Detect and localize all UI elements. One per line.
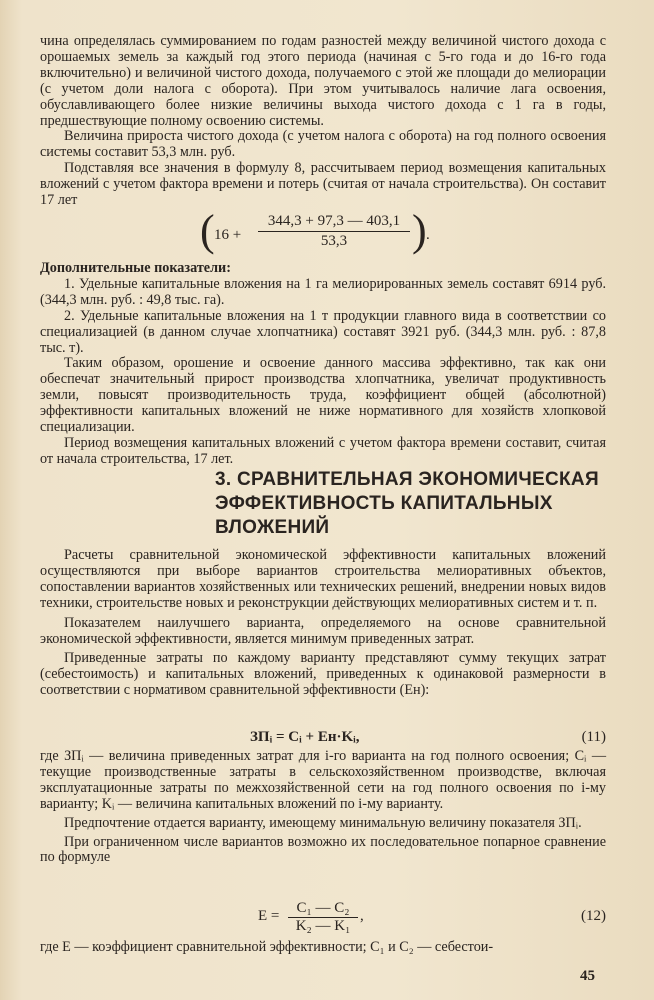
paragraph-period-summary: Период возмещения капитальных вложений с учетом фактора времени составит, считая от начала строительства, 17 лет. xyxy=(40,434,606,467)
section-title xyxy=(215,468,599,540)
section-paragraph-3: Приведенные затраты по каждому варианту представляют сумму текущих затрат (себестоимость) и капитальных вложений, приведенных к одинаковой размерности в соответствии с нормативом сравнительной эффективности (Eн): xyxy=(40,650,606,699)
formula-8-tail: . xyxy=(426,227,430,243)
section-title-line-3: ВЛОЖЕНИЙ xyxy=(215,517,330,538)
paragraph-preference: Предпочтение отдается варианту, имеющему минимальную величину показателя ЗПᵢ. xyxy=(64,814,582,831)
paragraph-payback-period: Подставляя все значения в формулу 8, рассчитываем период возмещения капитальных вложений с учетом фактора времени и потерь (считая от начала строительства). Он составит 17 лет xyxy=(40,160,606,209)
section-title-line-1: 3. СРАВНИТЕЛЬНАЯ ЭКОНОМИЧЕСКАЯ xyxy=(215,469,599,490)
paragraph-income-growth: Величина прироста чистого дохода (с учетом налога с оборота) на год полного освоения системы составит 53,3 млн. руб. xyxy=(40,128,606,161)
formula-8-numerator: 344,3 + 97,3 — 403,1 xyxy=(258,213,410,232)
additional-heading: Дополнительные показатели: xyxy=(40,260,231,276)
equation-11-explanation: где ЗПᵢ — величина приведенных затрат для i-го варианта на год полного освоения; Cᵢ — текущие производственные затраты в сельскохозяйственном производстве, включая эксплуатационные затраты по межхозяйственной сети на год полного освоения по i-му варианту; Kᵢ — величина капитальных вложений по i-му варианту. xyxy=(40,748,606,812)
top-text-block xyxy=(40,34,606,209)
paragraph-continuation: чина определялась суммированием по годам разностей между величиной чистого дохода с орошаемых земель за каждый год этого периода (начиная с 5-го года и до 16-го года включительно) и величиной чистого дохода, получаемого с этой же площади до мелиорации (с учетом доли налога с оборота). При этом учитывалось наличие лага освоения, обуславливающего более низкие величины выхода чистого дохода с 1 га в годы, предшествующие полному освоению системы. xyxy=(40,33,606,129)
page-number: 45 xyxy=(580,968,595,984)
section-title-line-2: ЭФФЕКТИВНОСТЬ КАПИТАЛЬНЫХ xyxy=(215,493,553,514)
eq12-explanation-block xyxy=(40,940,606,956)
equation-12-explanation: где E — коэффициент сравнительной эффективности; C₁ и C₂ — себестои- xyxy=(40,939,494,955)
formula-8-denominator: 53,3 xyxy=(320,233,348,249)
equation-11-number: (11) xyxy=(581,729,606,745)
paragraph-pairwise: При ограниченном числе вариантов возможно их последовательное попарное сравнение по формуле xyxy=(40,833,606,866)
additional-indicators xyxy=(40,261,606,468)
section-paragraph-2: Показателем наилучшего варианта, определяемого на основе сравнительной экономической эффективности, является минимум приведенных затрат. xyxy=(40,614,606,647)
equation-12-tail: , xyxy=(360,908,364,924)
additional-item-1: 1. Удельные капитальные вложения на 1 га мелиорированных земель составят 6914 руб. (344,3 млн. руб. : 49,8 тыс. га). xyxy=(40,275,606,308)
formula-8-lead: 16 + xyxy=(214,227,242,243)
equation-12-numerator: C₁ — C₂ xyxy=(288,900,358,918)
paragraph-conclusion: Таким образом, орошение и освоение данного массива эффективно, так как они обеспечат значительный прирост производства хлопчатника, увеличат продуктивность земли, повысят производительность труда, коэффициент общей (абсолютной) эффективности капитальных вложений не ниже нормативного для хозяйств хлопковой специализации. xyxy=(40,355,606,436)
additional-item-2: 2. Удельные капитальные вложения на 1 т продукции главного вида в соответствии со специализацией (в данном случае хлопчатника) составят 3921 руб. (344,3 млн. руб. : 87,8 тыс. т). xyxy=(40,307,606,356)
equation-11-expression: ЗПᵢ = Cᵢ + Eн·Kᵢ, xyxy=(250,729,360,745)
section-paragraph-1: Расчеты сравнительной экономической эффективности капитальных вложений осуществляются при выборе вариантов строительства мелиоративных объектов, сопоставлении вариантов хозяйственных или технических решений, внедрении новых видов техники, строительстве новых и реконструкции действующих мелиоративных систем и т. п. xyxy=(40,547,606,611)
equation-12-denominator: K₂ — K₁ xyxy=(295,918,351,934)
formula-8: ( 16 + $\frac{344,3 + 97,3 — 403,1}{53,3}$ ) . xyxy=(200,206,430,255)
equation-12-number: (12) xyxy=(581,908,606,924)
eq11-explanation-block xyxy=(40,749,606,866)
equation-12-lhs: E = xyxy=(258,908,280,924)
section-text-block xyxy=(40,548,606,699)
